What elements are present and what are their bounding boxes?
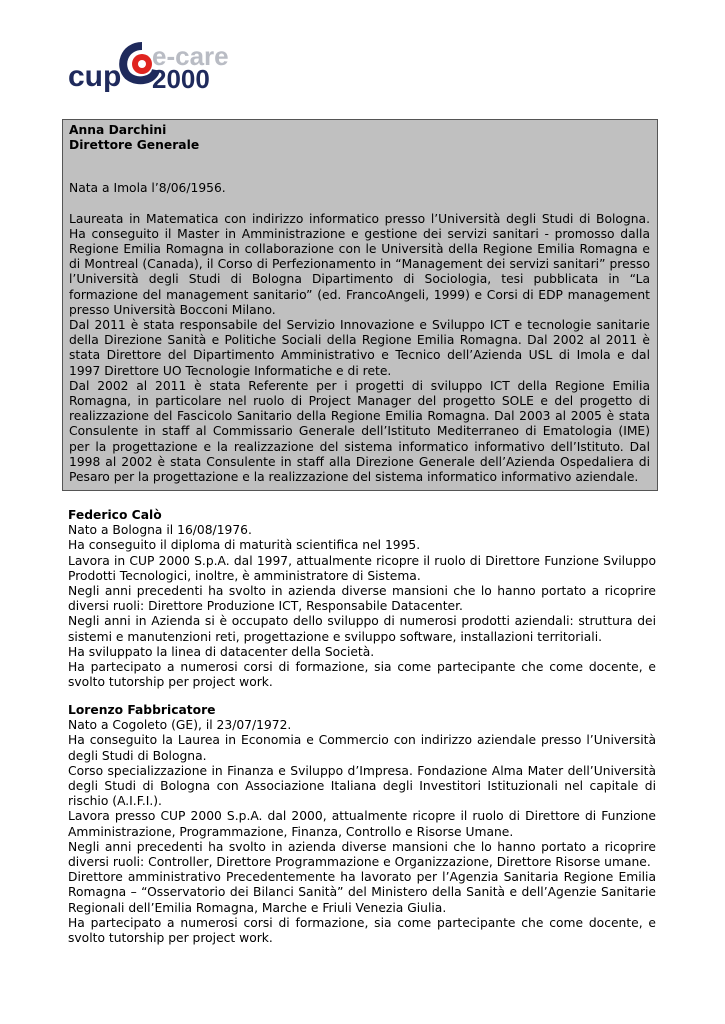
profile-line: Ha partecipato a numerosi corsi di formazione, sia come partecipante che come docente, e svolto tutorship per project work.: [68, 660, 656, 690]
profile-lorenzo-fabbricatore: [68, 703, 656, 946]
profile-paragraph: Laureata in Matematica con indirizzo informatico presso l’Università degli Studi di Bologna. Ha conseguito il Master in Amministrazione e gestione dei servizi sanitari - promosso dalla Regione Emilia Romagna in collaborazione con le Università della Regione Emilia Romagna e di Montreal (Canada), il Corso di Perfezionamento in “Management dei servizi sanitari” presso l’Università degli Studi di Bologna Dipartimento di Sociologia, tesi pubblicata in “La formazione del management sanitario” (ed. FrancoAngeli, 1999) e Corsi di EDP management presso Università Bocconi Milano.: [69, 211, 650, 317]
cup2000-ecare-logo: [68, 38, 258, 94]
profile-line: Lavora in CUP 2000 S.p.A. dal 1997, attualmente ricopre il ruolo di Direttore Funzione Sviluppo Prodotti Tecnologici, inoltre, è amministratore di Sistema.: [68, 553, 656, 583]
profile-line: Direttore amministrativo Precedentemente ha lavorato per l’Agenzia Sanitaria Regione Emilia Romagna – “Osservatorio dei Bilanci Sanità” del Ministero della Sanità e dell’Agenzie Sanitarie Regionali dell’Emilia Romagna, Marche e Friuli Venezia Giulia.: [68, 870, 656, 915]
logo-ecare-text: e-care: [152, 41, 229, 71]
profile-line: Ha conseguito il diploma di maturità scientifica nel 1995.: [68, 538, 421, 553]
profile-line: Nato a Cogoleto (GE), il 23/07/1972.: [68, 718, 292, 733]
profile-line: Lavora presso CUP 2000 S.p.A. dal 2000, attualmente ricopre il ruolo di Direttore di Funzione Amministrazione, Programmazione, Finanza, Controllo e Risorse Umane.: [68, 809, 656, 839]
profile-line: Ha partecipato a numerosi corsi di formazione, sia come partecipante che come docente, e svolto tutorship per project work.: [68, 915, 656, 946]
profile-line: Corso specializzazione in Finanza e Sviluppo d’Impresa. Fondazione Alma Mater dell’Università degli Studi di Bologna con Associazione Italiana degli Investitori Istituzionali nel capitale di rischio (A.I.F.I.).: [68, 763, 656, 809]
profile-paragraph: Dal 2011 è stata responsabile del Servizio Innovazione e Sviluppo ICT e tecnologie sanitarie della Direzione Sanità e Politiche Sociali della Regione Emilia Romagna. Dal 2002 al 2011 è stata Direttore del Dipartimento Amministrativo e Tecnico dell’Azienda USL di Imola e dal 1997 Direttore UO Tecnologie Informatiche e di rete.: [69, 318, 650, 378]
profile-line: Negli anni precedenti ha svolto in azienda diverse mansioni che lo hanno portato a ricoprire diversi ruoli: Direttore Produzione ICT, Responsabile Datacenter.: [68, 584, 656, 614]
profile-role: Direttore Generale: [69, 138, 200, 153]
profile-birth: Nata a Imola l’8/06/1956.: [69, 181, 226, 196]
profile-line: Negli anni precedenti ha svolto in azienda diverse mansioni che lo hanno portato a ricoprire diversi ruoli: Controller, Direttore Programmazione e Organizzazione, Direttore Risorse umane.: [68, 839, 656, 870]
profile-line: Nato a Bologna il 16/08/1976.: [68, 523, 252, 538]
logo-2000-text: 2000: [152, 64, 210, 94]
profile-line: Negli anni in Azienda si è occupato dello sviluppo di numerosi prodotti aziendali: struttura dei sistemi e manutenzioni reti, progettazione e sviluppo software, installazioni territoriali.: [68, 614, 656, 644]
logo-cup-text: cup: [68, 60, 122, 93]
profile-paragraph: Dal 2002 al 2011 è stata Referente per i progetti di sviluppo ICT della Regione Emilia Romagna, in particolare nel ruolo di Project Manager del progetto SOLE e del progetto di realizzazione del Fascicolo Sanitario della Regione Emilia Romagna. Dal 2003 al 2005 è stata Consulente in staff al Commissario Generale dell’Istituto Mediterraneo di Ematologia (IME) per la progettazione e la realizzazione del sistema informatico informativo dell’Istituto. Dal 1998 al 2002 è stata Consulente in staff alla Direzione Generale dell’Azienda Ospedaliera di Pesaro per la progettazione e la realizzazione del sistema informatico informativo aziendale.: [69, 378, 650, 485]
profile-name: Federico Calò: [68, 508, 162, 522]
profile-box-anna-darchini: [62, 119, 658, 491]
profile-name: Lorenzo Fabbricatore: [68, 703, 216, 717]
profile-name: Anna Darchini: [69, 123, 167, 137]
profile-federico-calo: [68, 508, 656, 690]
profile-line: Ha conseguito la Laurea in Economia e Commercio con indirizzo aziendale presso l’Università degli Studi di Bologna.: [68, 733, 656, 763]
profile-line: Ha sviluppato la linea di datacenter della Società.: [68, 644, 375, 659]
